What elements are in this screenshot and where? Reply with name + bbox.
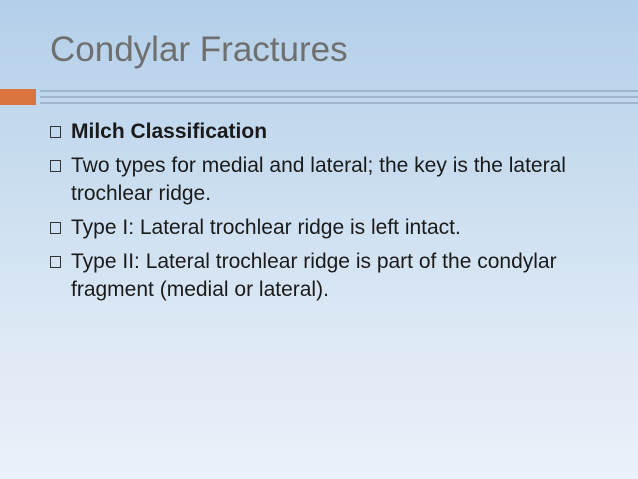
square-bullet-icon xyxy=(50,126,61,138)
bullet-item xyxy=(50,118,610,146)
bullet-list xyxy=(50,118,610,310)
title-accent-bar xyxy=(0,89,36,105)
bullet-text: Type II: Lateral trochlear ridge is part of the condylar fragment (medial or lateral). xyxy=(71,250,557,301)
bullet-text: Type I: Lateral trochlear ridge is left intact. xyxy=(71,216,461,239)
square-bullet-icon xyxy=(50,160,61,172)
slide-title: Condylar Fractures xyxy=(50,30,348,69)
square-bullet-icon xyxy=(50,256,61,268)
title-divider-line xyxy=(40,90,638,92)
bullet-text: Milch Classification xyxy=(71,120,268,143)
bullet-item xyxy=(50,152,610,208)
bullet-text: Two types for medial and lateral; the key is the lateral trochlear ridge. xyxy=(71,154,566,205)
bullet-item xyxy=(50,214,610,242)
square-bullet-icon xyxy=(50,222,61,234)
title-divider-line xyxy=(40,96,638,98)
bullet-item xyxy=(50,248,610,304)
title-divider-line xyxy=(40,102,638,104)
